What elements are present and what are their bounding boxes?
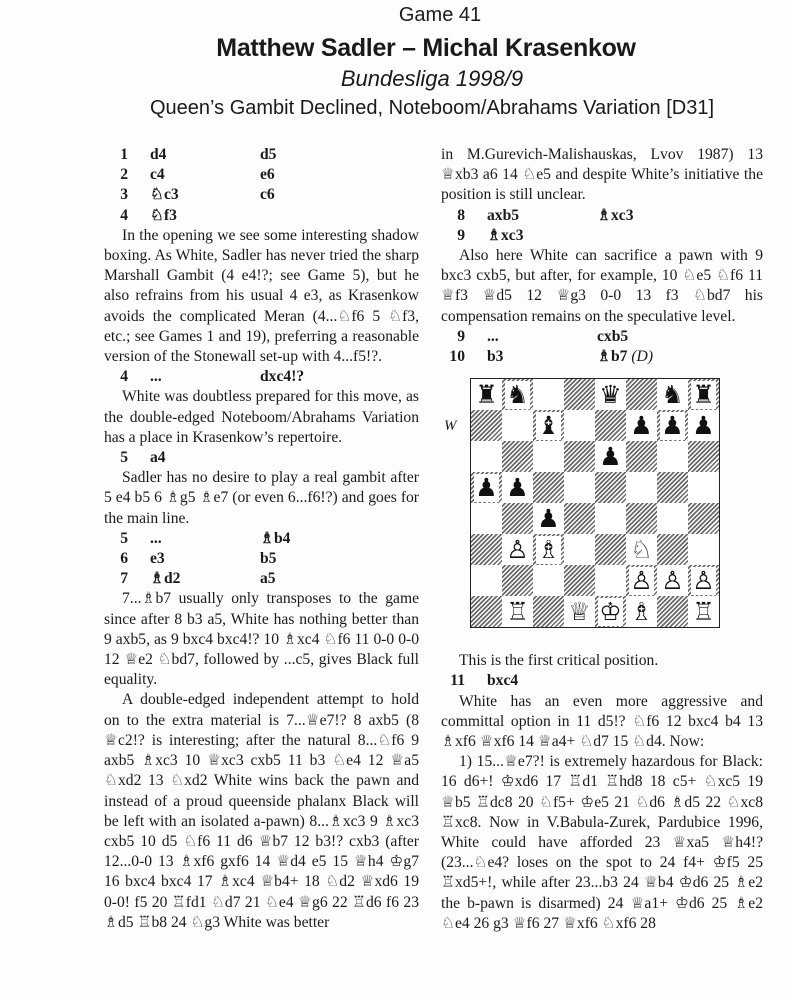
move-row: 8 axb5 ♗xc3 [457,206,634,224]
commentary-paragraph: in M.Gurevich-Malishauskas, Lvov 1987) 13 ♕xb3 a6 14 ♘e5 and despite White’s initiative the position is still unclear. [441,146,763,204]
move-row: 11 bxc4 [450,672,519,690]
square-g5 [657,472,688,503]
chess-piece: ♟ [692,410,715,440]
square-c1 [533,596,564,627]
square-f1 [626,596,657,627]
square-e7 [595,410,626,441]
square-a4 [471,503,502,534]
square-f3 [626,534,657,565]
chess-piece: ♜ [475,379,498,409]
square-g4 [657,503,688,534]
move-row: 2 c4 e6 [120,166,275,184]
square-e2 [595,565,626,596]
move-row: 1 d4 d5 [120,146,277,163]
move-row: 9 ♗xc3 [457,226,524,244]
commentary-paragraph: Sadler has no desire to play a real gambit after 5 e4 b5 6 ♗g5 ♗e7 (or even 6...f6!?) and goes for the main line. [104,469,419,527]
square-b4 [502,503,533,534]
square-c3 [533,534,564,565]
commentary-paragraph: In the opening we see some interesting shadow boxing. As White, Sadler has never tried the sharp Marshall Gambit (4 e4!?; see Game 5), but he also refrains from his usual 4 e3, as Krasenkow avoids the complicated Meran (4...♘f6 5 ♘f3, etc.; see Games 1 and 19), preferring a reasonable version of the Stonewall set-up with 4...f5!?. [104,226,419,366]
move-row: 5 ... ♗b4 [120,529,291,547]
chess-piece: ♔ [599,596,622,626]
event-line: Bundesliga 1998/9 [340,66,524,91]
square-h1 [688,596,719,627]
commentary-paragraph: This is the first critical position. [459,652,659,670]
chess-piece: ♘ [630,534,653,564]
square-h8 [688,379,719,410]
square-f8 [626,379,657,410]
square-f4 [626,503,657,534]
square-b6 [502,441,533,472]
chess-piece: ♗ [537,534,560,564]
square-g7 [657,410,688,441]
square-f7 [626,410,657,441]
square-g2 [657,565,688,596]
move-row: 9 ... cxb5 [457,327,629,345]
chess-diagram [470,378,720,628]
square-h6 [688,441,719,472]
square-a6 [471,441,502,472]
square-d7 [564,410,595,441]
square-f2 [626,565,657,596]
chess-piece: ♙ [630,565,653,595]
square-g3 [657,534,688,565]
move-row: 4 ... dxc4!? [120,368,305,386]
chess-piece: ♞ [661,379,684,409]
commentary-paragraph: Also here White can sacrifice a pawn with 9 bxc3 cxb5, but after, for example, 10 ♘e5 ♘f6 11 ♕f3 ♕d5 12 ♕g3 0-0 13 f3 ♘bd7 his compensation remains on the speculative level. [441,247,763,325]
move-row: 6 e3 b5 [120,550,277,568]
square-a3 [471,534,502,565]
chess-piece: ♕ [568,596,591,626]
square-d1 [564,596,595,627]
square-g6 [657,441,688,472]
square-b1 [502,596,533,627]
square-a7 [471,410,502,441]
square-h4 [688,503,719,534]
square-c5 [533,472,564,503]
square-c7 [533,410,564,441]
square-d4 [564,503,595,534]
chess-piece: ♜ [692,379,715,409]
square-g1 [657,596,688,627]
square-d6 [564,441,595,472]
square-d8 [564,379,595,410]
square-e3 [595,534,626,565]
chess-piece: ♙ [661,565,684,595]
chess-piece: ♝ [537,410,560,440]
move-row: 10 b3 ♗b7 (D) [449,348,654,366]
square-h5 [688,472,719,503]
square-e8 [595,379,626,410]
square-f6 [626,441,657,472]
square-c2 [533,565,564,596]
chess-piece: ♟ [630,410,653,440]
square-g8 [657,379,688,410]
chess-piece: ♖ [692,596,715,626]
commentary-paragraph: 7...♗b7 usually only transposes to the game since after 8 b3 a5, White has nothing better than 9 axb5, as 9 bxc4 bxc4!? 10 ♗xc4 ♘f6 11 0-0 0-0 12 ♕e2 ♘bd7, followed by ...c5, gives Black full equality. [104,590,419,689]
game-number: Game 41 [398,4,482,26]
commentary-paragraph: A double-edged independent attempt to hold on to the extra material is 7...♕e7!? 8 axb5 (8 ♕c2!? is interesting; after the natural 8...♘f6 9 axb5 ♗xc3 10 ♕xc3 cxb5 11 b3 ♘e4 12 ♕a5 ♘xd2 13 ♘xd2 White wins back the pawn and instead of a proud queenside phalanx Black will be left with an isolated a-pawn) 8...♗xc3 9 ♗xc3 cxb5 10 d5 ♘f6 11 d6 ♕b7 12 b3!? cxb3 (after 12...0-0 13 ♗xf6 gxf6 14 ♕d4 e5 15 ♕h4 ♔g7 16 bxc4 bxc4 17 ♗xc4 ♕b4+ 18 ♘d2 ♕xd6 19 0-0! f5 20 ♖fd1 ♘d7 21 ♘e4 ♕g6 22 ♖d6 f6 23 ♗d5 ♖b8 24 ♘g3 White was better [104,691,419,931]
move-row: 3 ♘c3 c6 [120,186,275,204]
square-d5 [564,472,595,503]
square-e1 [595,596,626,627]
chess-piece: ♞ [506,379,529,409]
chess-piece: ♟ [475,472,498,502]
chess-piece: ♖ [506,596,529,626]
square-a5 [471,472,502,503]
square-h7 [688,410,719,441]
square-e6 [595,441,626,472]
left-column [104,145,419,933]
square-c4 [533,503,564,534]
commentary-paragraph: 1) 15...♕e7?! is extremely hazardous for Black: 16 d6+! ♔xd6 17 ♖d1 ♖hd8 18 c5+ ♘xc5 19 ♕b5 ♖dc8 20 ♘f5+ ♔e5 21 ♘d6 ♗d5 22 ♘xc8 ♖xc8. Now in V.Babula-Zurek, Pardubice 1996, White could have afforded 23 ♕xa5 ♕h4!? (23...♘e4? loses on the spot to 24 f4+ ♔f5 25 ♖xd5+!, while after 23...b3 24 ♕b4 ♔d6 25 ♗e2 the b-pawn is disarmed) 24 ♕a1+ ♔d6 25 ♗e2 ♘e4 26 g3 ♕f6 27 ♕xf6 ♘xf6 28 [441,753,763,932]
chess-piece: ♙ [692,565,715,595]
square-b5 [502,472,533,503]
square-b8 [502,379,533,410]
diagram-marker: (D) [631,348,654,366]
square-b7 [502,410,533,441]
commentary-paragraph: White has an even more aggressive and committal option in 11 d5!? ♘f6 12 bxc4 b4 13 ♗xf6 ♕xf6 14 ♕a4+ ♘d7 15 ♘d4. Now: [441,692,763,751]
square-f5 [626,472,657,503]
opening-line: Queen’s Gambit Declined, Noteboom/Abrahams Variation [D31] [150,97,714,119]
side-to-move-label: W [444,418,457,434]
square-h3 [688,534,719,565]
square-c6 [533,441,564,472]
chess-piece: ♟ [537,503,560,533]
players-title: Matthew Sadler – Michal Krasenkow [216,34,636,62]
square-h2 [688,565,719,596]
square-c8 [533,379,564,410]
chess-piece: ♛ [599,379,622,409]
square-e5 [595,472,626,503]
move-row: 4 ♘f3 [120,206,177,224]
chess-piece: ♙ [506,534,529,564]
square-e4 [595,503,626,534]
square-a1 [471,596,502,627]
move-list [104,145,419,226]
square-a8 [471,379,502,410]
square-b3 [502,534,533,565]
square-d2 [564,565,595,596]
square-a2 [471,565,502,596]
square-b2 [502,565,533,596]
chess-piece: ♟ [599,441,622,471]
chess-piece: ♟ [506,472,529,502]
chess-piece: ♟ [661,410,684,440]
move-row: 5 a4 [120,449,166,467]
chess-piece: ♗ [630,596,653,626]
square-d3 [564,534,595,565]
commentary-paragraph: White was doubtless prepared for this move, as the double-edged Noteboom/Abrahams Variation has a place in Krasenkow’s repertoire. [104,388,419,446]
move-row: 7 ♗d2 a5 [120,570,276,588]
